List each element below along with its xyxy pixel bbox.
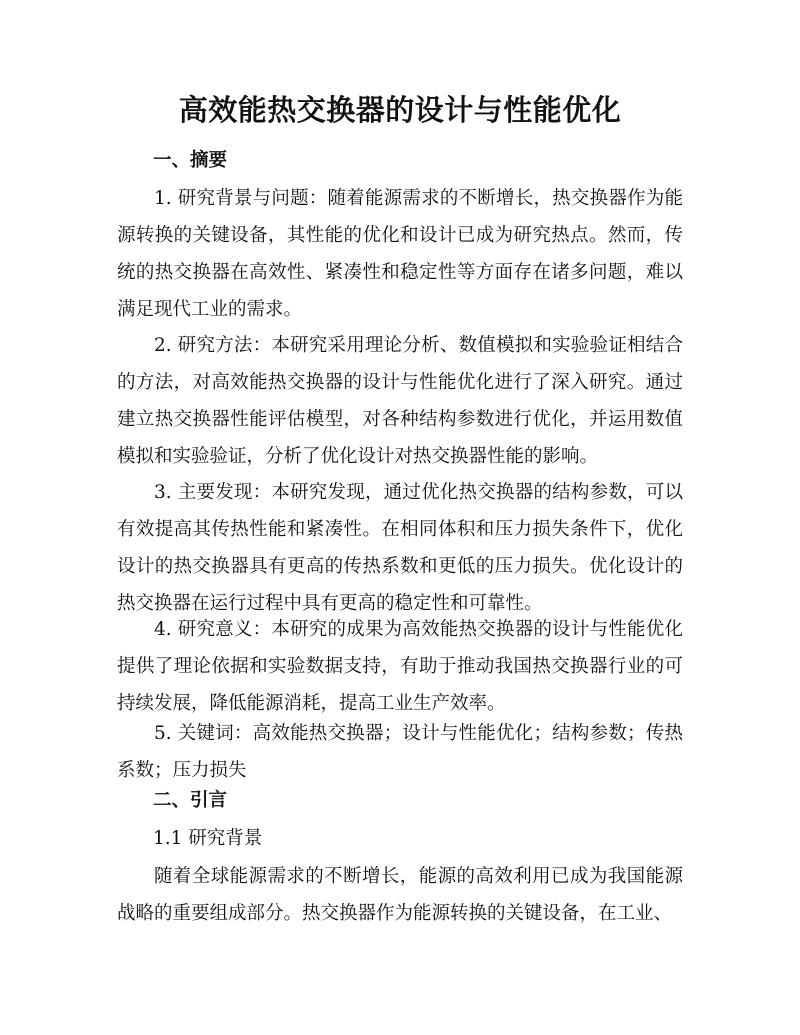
introduction-heading: 二、引言 <box>153 790 228 811</box>
abstract-item-method: 2. 研究方法：本研究采用理论分析、数值模拟和实验验证相结合的方法，对高效能热交换器的设计与性能优化进行了深入研究。通过建立热交换器性能评估模型，对各种结构参数进行优化，并运用数值模拟和实验验证，分析了优化设计对热交换器性能的影响。 <box>117 335 683 467</box>
introduction-paragraph: 随着全球能源需求的不断增长，能源的高效利用已成为我国能源战略的重要组成部分。热交换器作为能源转换的关键设备，在工业、 <box>117 866 683 924</box>
abstract-item-findings: 3. 主要发现：本研究发现，通过优化热交换器的结构参数，可以有效提高其传热性能和紧凑性。在相同体积和压力损失条件下，优化设计的热交换器具有更高的传热系数和更低的压力损失。优化设计的热交换器在运行过程中具有更高的稳定性和可靠性。 <box>117 482 683 614</box>
research-background-subheading: 1.1 研究背景 <box>153 828 263 849</box>
document-title: 高效能热交换器的设计与性能优化 <box>178 93 622 127</box>
abstract-item-background: 1. 研究背景与问题：随着能源需求的不断增长，热交换器作为能源转换的关键设备，其性能的优化和设计已成为研究热点。然而，传统的热交换器在高效性、紧凑性和稳定性等方面存在诸多问题，难以满足现代工业的需求。 <box>117 188 683 320</box>
abstract-heading: 一、摘要 <box>153 150 228 171</box>
abstract-item-significance: 4. 研究意义：本研究的成果为高效能热交换器的设计与性能优化提供了理论依据和实验数据支持，有助于推动我国热交换器行业的可持续发展，降低能源消耗，提高工业生产效率。 <box>117 619 683 714</box>
abstract-item-keywords: 5. 关键词：高效能热交换器；设计与性能优化；结构参数；传热系数；压力损失 <box>117 723 683 781</box>
